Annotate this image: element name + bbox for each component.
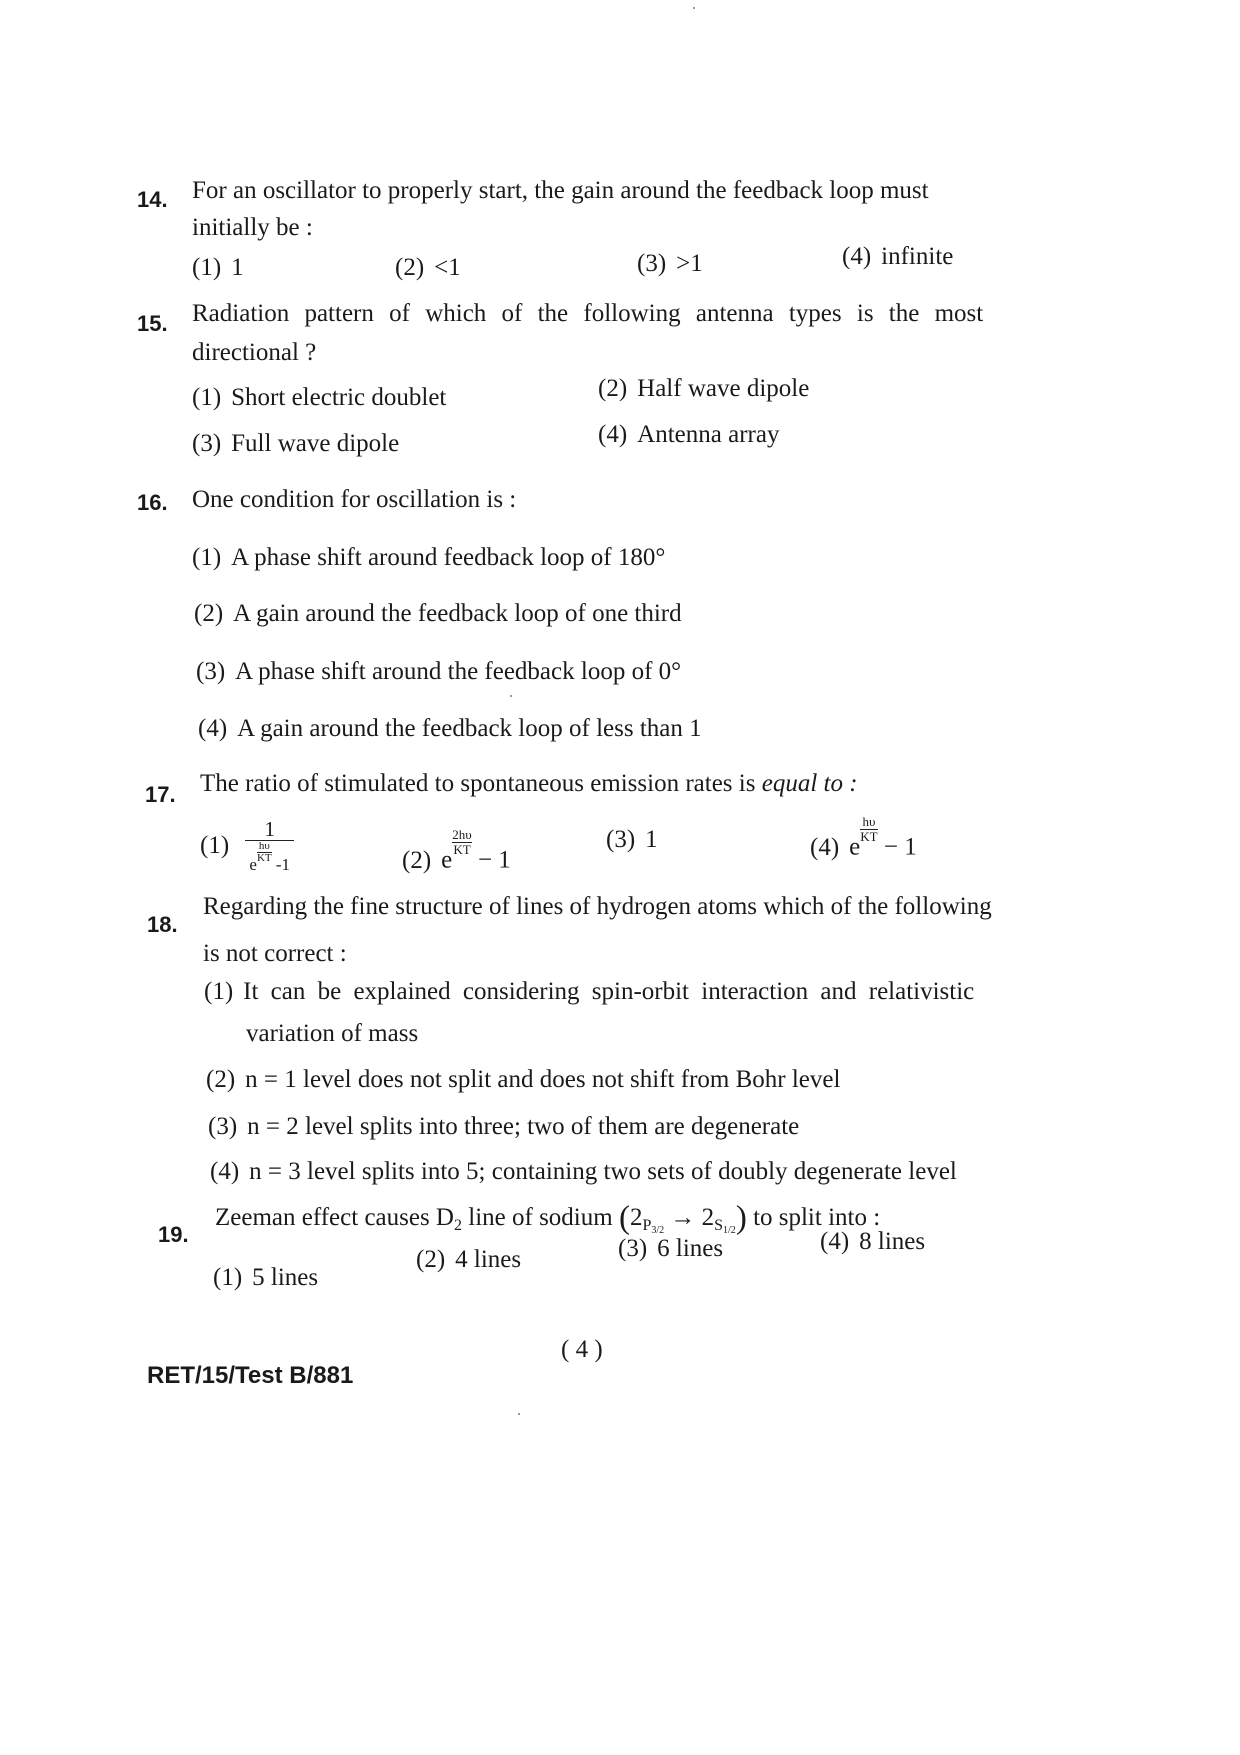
option-4: (4) infinite xyxy=(842,243,954,270)
test-code: RET/15/Test B/881 xyxy=(147,1362,354,1389)
option-1-continued: variation of mass xyxy=(246,1020,419,1047)
page-number: ( 4 ) xyxy=(561,1336,603,1363)
option-2: (2) n = 1 level does not split and does not shift from Bohr level xyxy=(206,1066,841,1093)
question-text-italic: equal to : xyxy=(761,770,858,797)
question-text-line: Regarding the fine structure of lines of hydrogen atoms which of the following xyxy=(203,893,992,920)
option-2: (2) <1 xyxy=(395,254,461,281)
option-2: (2) $e\frac{2h\upsilon}{KT}$ − 1 xyxy=(402,827,511,874)
exponent-fraction: $\frac{2h\upsilon}{KT}$ xyxy=(452,827,472,857)
option-1: (1) 1 $e\frac{h\upsilon}{KT}$ -1 xyxy=(200,818,294,874)
question-text: Zeeman effect causes $D_2$ line of sodium $(2_{P3/2} \to 2_{S1/2})$ to split into : xyxy=(215,1200,881,1236)
question-text: One condition for oscillation is : xyxy=(192,486,517,513)
option-3: (3) 1 xyxy=(606,826,658,853)
option-2: (2) A gain around the feedback loop of one third xyxy=(194,600,682,627)
question-number: 17. xyxy=(145,782,176,807)
option-2: (2) Half wave dipole xyxy=(598,375,810,402)
question-text-line: is not correct : xyxy=(203,940,347,967)
option-4: (4) A gain around the feedback loop of less than 1 xyxy=(198,715,702,742)
question-text-line: directional ? xyxy=(192,339,317,366)
option-1: (1) 5 lines xyxy=(213,1264,319,1291)
speck-bottom xyxy=(518,1413,520,1415)
question-number: 15. xyxy=(137,311,168,336)
question-number: 16. xyxy=(137,490,168,515)
question-text-line: For an oscillator to properly start, the gain around the feedback loop must xyxy=(192,177,929,204)
option-3: (3) Full wave dipole xyxy=(192,430,400,457)
option-4: (4) 8 lines xyxy=(820,1228,926,1255)
option-2: (2) 4 lines xyxy=(416,1246,522,1273)
question-number: 19. xyxy=(158,1222,189,1247)
question-number: 18. xyxy=(147,912,178,937)
exponent-fraction: $\frac{h\upsilon}{KT}$ xyxy=(860,814,878,844)
speck-top xyxy=(693,7,695,9)
option-3: (3) 6 lines xyxy=(618,1235,724,1262)
fraction: 1 $e\frac{h\upsilon}{KT}$ -1 xyxy=(245,818,294,874)
option-3: (3) >1 xyxy=(637,250,703,277)
option-1: (1) 1 xyxy=(192,254,244,281)
speck-mid xyxy=(510,695,512,697)
option-1: (1) It can be explained considering spin-orbit interaction and relativistic xyxy=(204,978,975,1005)
option-1: (1) A phase shift around feedback loop of 180° xyxy=(192,544,666,571)
option-4: (4) $e\frac{h\upsilon}{KT}$ − 1 xyxy=(810,814,917,861)
option-3: (3) A phase shift around the feedback loop of 0° xyxy=(196,658,682,685)
question-text-line: Radiation pattern of which of the following antenna types is the most xyxy=(192,300,984,327)
question-text: The ratio of stimulated to spontaneous emission rates is equal to : xyxy=(200,770,858,797)
question-text-line: initially be : xyxy=(192,214,313,241)
question-number: 14. xyxy=(137,187,168,212)
option-1: (1) Short electric doublet xyxy=(192,384,447,411)
option-4: (4) Antenna array xyxy=(598,421,780,448)
option-3: (3) n = 2 level splits into three; two of them are degenerate xyxy=(208,1113,800,1140)
option-4: (4) n = 3 level splits into 5; containing two sets of doubly degenerate level xyxy=(210,1158,957,1185)
